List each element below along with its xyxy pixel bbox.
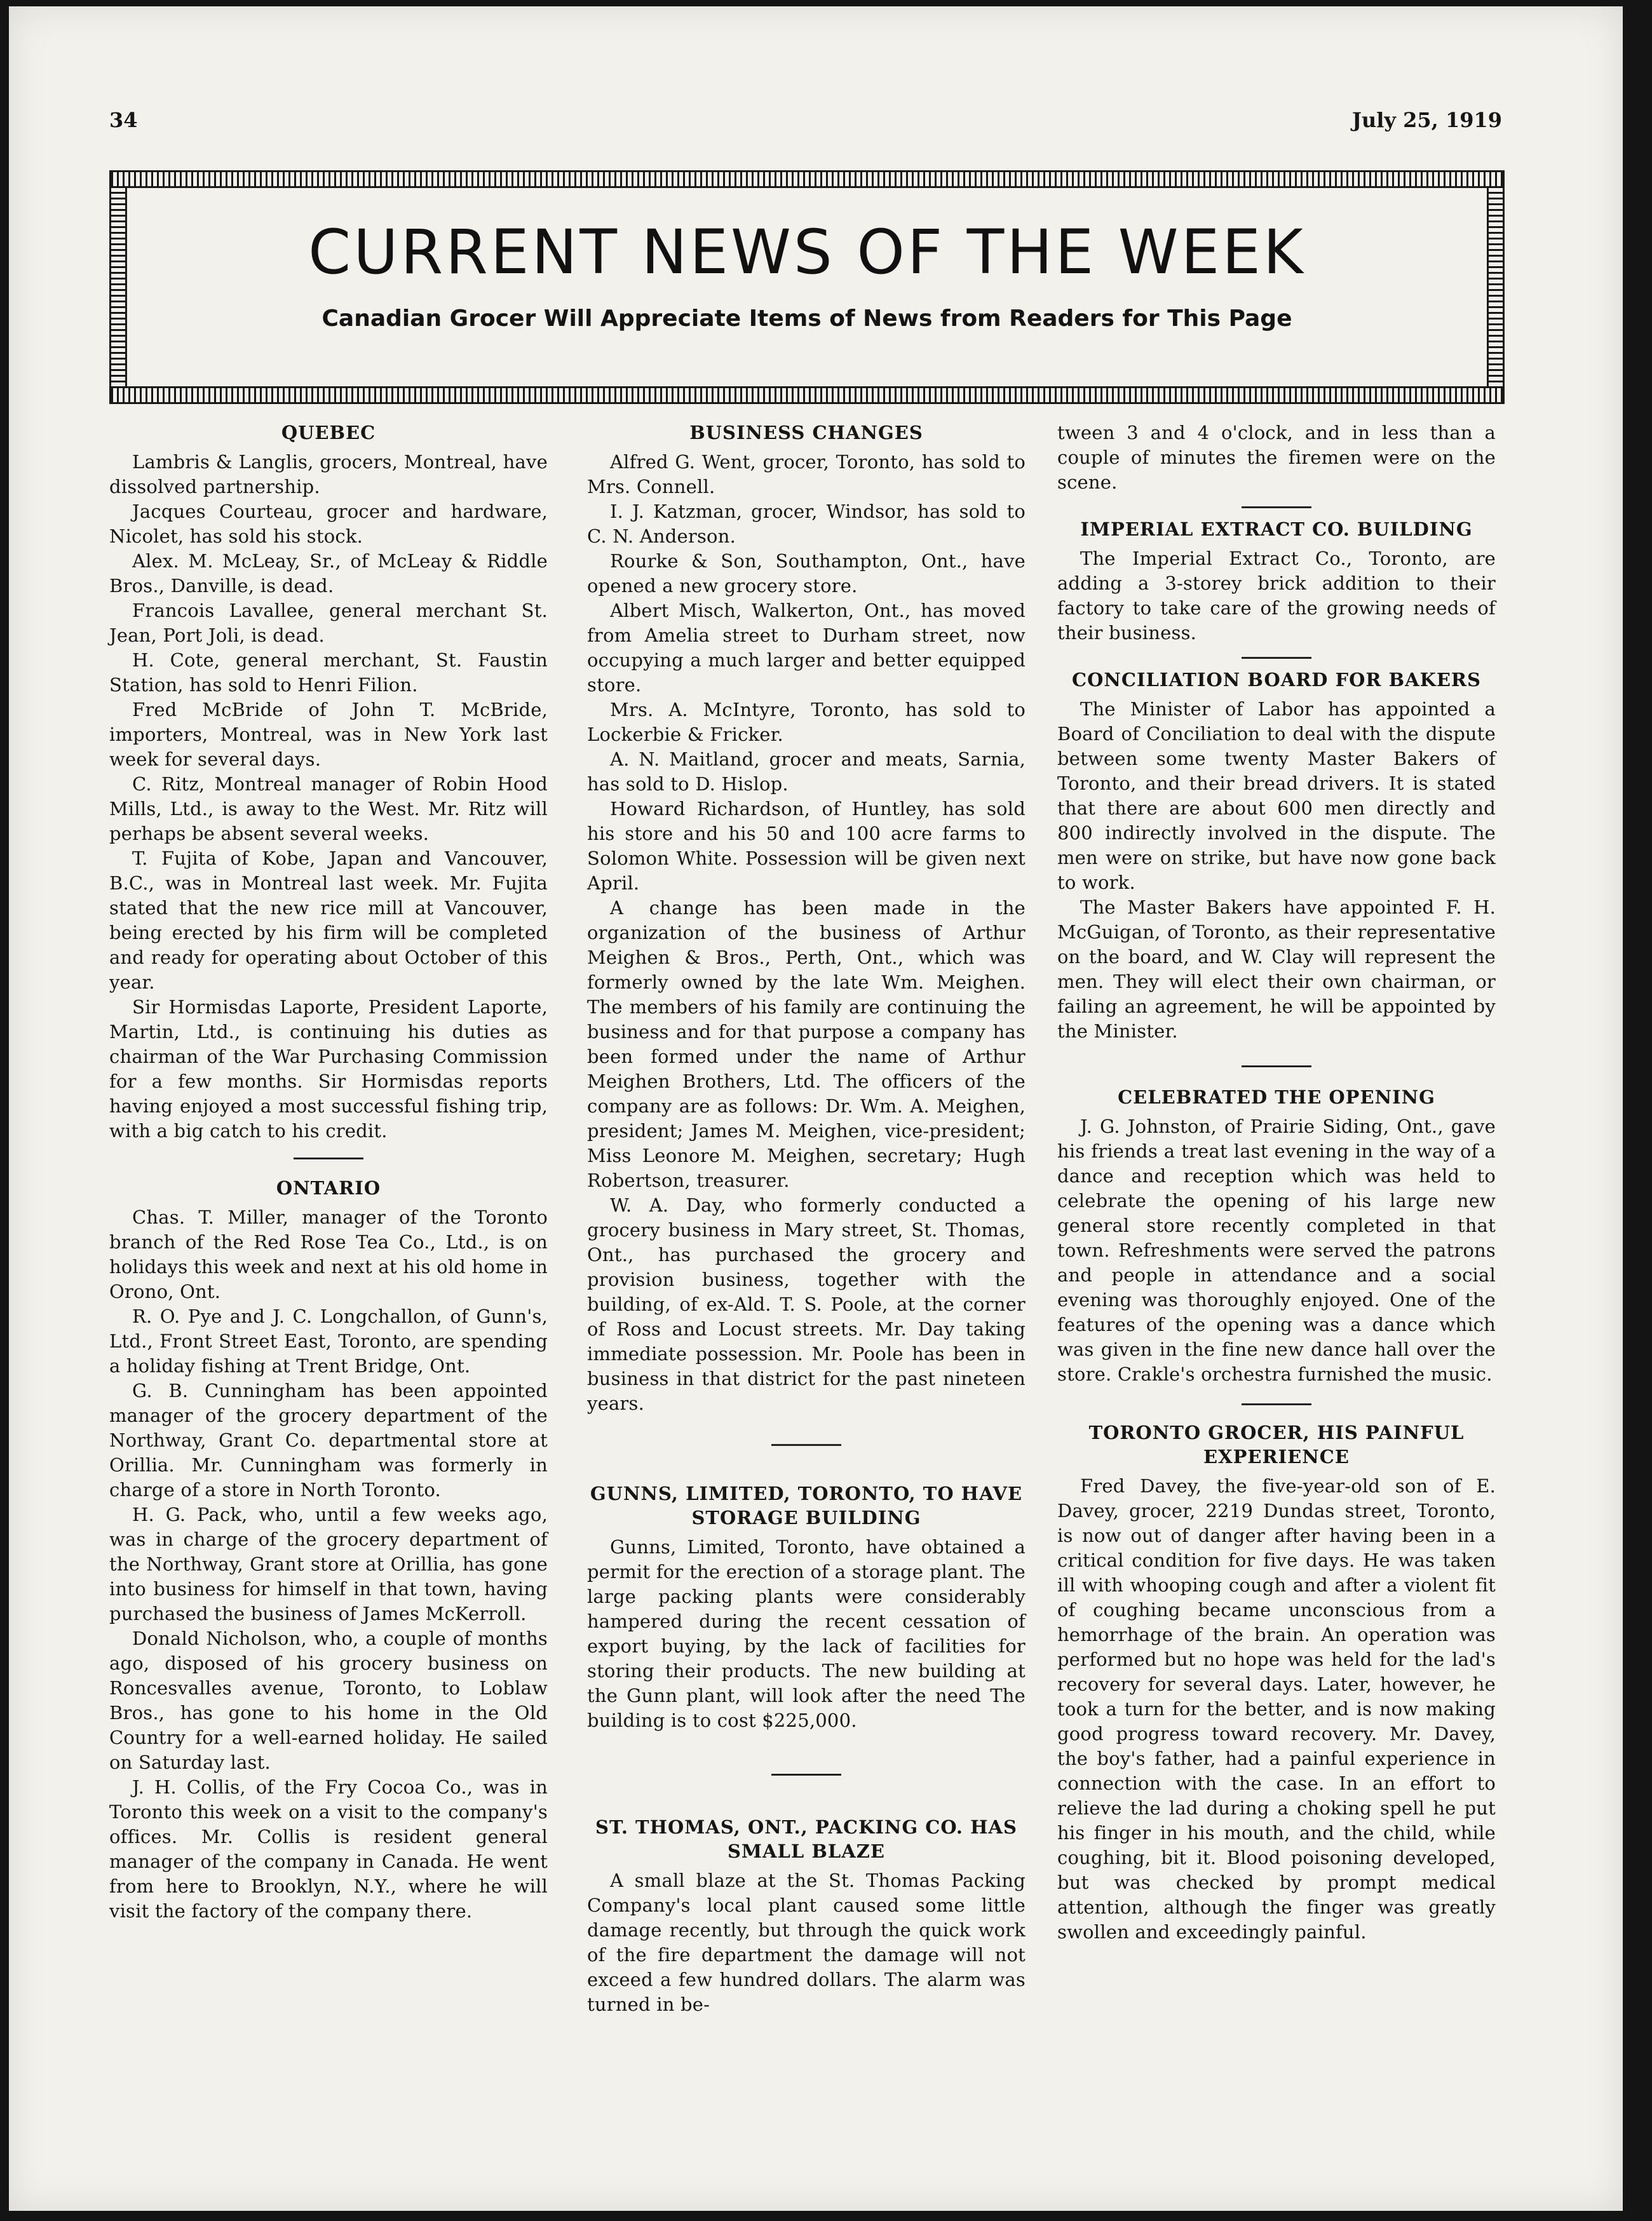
paragraph: Donald Nicholson, who, a couple of months ago, disposed of his grocery business on Roncesvalles avenue, Toronto, to Loblaw Bros., has gone to his home in the Old Country for a well-earned holiday. He sailed on Saturday last. [109, 1628, 548, 1773]
article-gunns-storage [587, 1482, 1026, 1733]
paragraph: Sir Hormisdas Laporte, President Laporte, Martin, Ltd., is continuing his duties as chairman of the War Purchasing Commission for a few months. Sir Hormisdas reports having enjoyed a most successful fishing trip, with a big catch to his credit. [109, 996, 548, 1142]
heading-business-changes: BUSINESS CHANGES [689, 422, 923, 443]
issue-date: July 25, 1919 [1351, 108, 1502, 132]
paragraph: A. N. Maitland, grocer and meats, Sarnia, has sold to D. Hislop. [587, 748, 1026, 795]
page-number: 34 [109, 108, 138, 132]
article-imperial-extract [1057, 517, 1496, 645]
paragraph: Jacques Courteau, grocer and hardware, Nicolet, has sold his stock. [109, 501, 548, 547]
heading-gunns-storage: GUNNS, LIMITED, TORONTO, TO HAVE STORAGE BUILDING [590, 1483, 1023, 1529]
paragraph: Fred McBride of John T. McBride, importers, Montreal, was in New York last week for several days. [109, 699, 548, 770]
paragraph: The Imperial Extract Co., Toronto, are adding a 3-storey brick addition to their factory to take care of the growing needs of their business. [1057, 548, 1496, 644]
article-ontario [109, 1176, 548, 1924]
heading-ontario: ONTARIO [276, 1177, 381, 1199]
heading-conciliation-board: CONCILIATION BOARD FOR BAKERS [1072, 669, 1481, 691]
column-left [109, 421, 548, 1924]
paragraph: H. G. Pack, who, until a few weeks ago, was in charge of the grocery department of the Northway, Grant store at Orillia, has gone into business for himself in that town, having purchased the business of James McKerroll. [109, 1504, 548, 1624]
heading-toronto-grocer: TORONTO GROCER, HIS PAINFUL EXPERIENCE [1088, 1422, 1465, 1468]
continued-paragraph: tween 3 and 4 o'clock, and in less than a couple of minutes the firemen were on the scene. [1057, 422, 1496, 493]
paragraph: I. J. Katzman, grocer, Windsor, has sold to C. N. Anderson. [587, 501, 1026, 547]
paragraph: T. Fujita of Kobe, Japan and Vancouver, B.C., was in Montreal last week. Mr. Fujita stated that the new rice mill at Vancouver, being erected by his firm will be completed and ready for operating about October of this year. [109, 847, 548, 993]
paragraph: Lambris & Langlis, grocers, Montreal, have dissolved partnership. [109, 451, 548, 497]
paragraph: Alfred G. Went, grocer, Toronto, has sold to Mrs. Connell. [587, 451, 1026, 497]
paragraph: A change has been made in the organization of the business of Arthur Meighen & Bros., Perth, Ont., which was formerly owned by the late Wm. Meighen. The members of his family are continuing the business and for that purpose a company has been formed under the name of Arthur Meighen Brothers, Ltd. The officers of the company are as follows: Dr. Wm. A. Meighen, president; James M. Meighen, vice-president; Miss Leonore M. Meighen, secretary; Hugh Robertson, treasurer. [587, 897, 1026, 1191]
heading-st-thomas-blaze: ST. THOMAS, ONT., PACKING CO. HAS SMALL BLAZE [595, 1816, 1017, 1862]
paragraph: W. A. Day, who formerly conducted a grocery business in Mary street, St. Thomas, Ont., has purchased the grocery and provision business, together with the building, of ex-Ald. T. S. Poole, at the corner of Ross and Locust streets. Mr. Day taking immediate possession. Mr. Poole has been in business in that district for the past nineteen years. [587, 1194, 1026, 1414]
section-divider [771, 1774, 841, 1776]
section-divider [771, 1444, 841, 1446]
article-quebec [109, 421, 548, 1144]
banner-border-bottom [111, 386, 1503, 402]
banner-title: CURRENT NEWS OF THE WEEK [308, 217, 1306, 288]
banner-subtitle: Canadian Grocer Will Appreciate Items of News from Readers for This Page [322, 306, 1292, 332]
paragraph: Howard Richardson, of Huntley, has sold his store and his 50 and 100 acre farms to Solomon White. Possession will be given next April. [587, 798, 1026, 894]
paragraph: A small blaze at the St. Thomas Packing Company's local plant caused some little damage recently, but through the quick work of the fire department the damage will not exceed a few hundred dollars. The alarm was turned in be- [587, 1870, 1026, 2015]
newspaper-page [9, 6, 1623, 2211]
heading-celebrated-opening: CELEBRATED THE OPENING [1118, 1086, 1435, 1108]
article-toronto-grocer [1057, 1421, 1496, 1945]
column-right [1057, 421, 1496, 1945]
paragraph: Francois Lavallee, general merchant St. Jean, Port Joli, is dead. [109, 600, 548, 646]
column-middle [587, 421, 1026, 2017]
article-conciliation-board [1057, 668, 1496, 1044]
paragraph: R. O. Pye and J. C. Longchallon, of Gunn's, Ltd., Front Street East, Toronto, are spending a holiday fishing at Trent Bridge, Ont. [109, 1306, 548, 1377]
section-divider [1242, 1403, 1311, 1405]
heading-quebec: QUEBEC [281, 422, 376, 443]
paragraph: C. Ritz, Montreal manager of Robin Hood Mills, Ltd., is away to the West. Mr. Ritz will perhaps be absent several weeks. [109, 773, 548, 844]
paragraph: H. Cote, general merchant, St. Faustin Station, has sold to Henri Filion. [109, 649, 548, 696]
paragraph: Rourke & Son, Southampton, Ont., have opened a new grocery store. [587, 550, 1026, 597]
section-divider [1242, 657, 1311, 659]
paragraph: Mrs. A. McIntyre, Toronto, has sold to Lockerbie & Fricker. [587, 699, 1026, 745]
paragraph: The Minister of Labor has appointed a Board of Conciliation to deal with the dispute between some twenty Master Bakers of Toronto, and their bread drivers. It is stated that there are about 600 men directly and 800 indirectly involved in the dispute. The men were on strike, but have now gone back to work. [1057, 698, 1496, 893]
section-divider [1242, 1065, 1311, 1067]
section-divider [1242, 506, 1311, 508]
paragraph: Alex. M. McLeay, Sr., of McLeay & Riddle Bros., Danville, is dead. [109, 550, 548, 597]
article-business-changes [587, 421, 1026, 1416]
paragraph: The Master Bakers have appointed F. H. McGuigan, of Toronto, as their representative on the board, and W. Clay will represent the men. They will elect their own chairman, or failing an agreement, he will be appointed by the Minister. [1057, 896, 1496, 1042]
heading-imperial-extract: IMPERIAL EXTRACT CO. BUILDING [1080, 518, 1473, 540]
paragraph: J. G. Johnston, of Prairie Siding, Ont., gave his friends a treat last evening in the way of a dance and reception which was held to celebrate the opening of his large new general store recently completed in that town. Refreshments were served the patrons and people in attendance and a social evening was thoroughly enjoyed. One of the features of the opening was a dance which was given in the fine new dance hall over the store. Crakle's orchestra furnished the music. [1057, 1116, 1496, 1385]
article-st-thomas-blaze [587, 1815, 1026, 2017]
section-banner [109, 170, 1505, 404]
paragraph: Fred Davey, the five-year-old son of E. Davey, grocer, 2219 Dundas street, Toronto, is now out of danger after having been in a critical condition for five days. He was taken ill with whooping cough and after a violent fit of coughing became unconscious from a hemorrhage of the brain. An operation was performed but no hope was held for the lad's recovery for several days. Later, however, he took a turn for the better, and is now making good progress toward recovery. Mr. Davey, the boy's father, had a painful experience in connection with the case. In an effort to relieve the lad during a choking spell he put his finger in his mouth, and the child, while coughing, bit it. Blood poisoning developed, but was checked by prompt medical attention, although the finger was greatly swollen and exceedingly painful. [1057, 1475, 1496, 1943]
paragraph: Chas. T. Miller, manager of the Toronto branch of the Red Rose Tea Co., Ltd., is on holidays this week and next at his old home in Orono, Ont. [109, 1206, 548, 1302]
banner-border-top [111, 172, 1503, 188]
paragraph: J. H. Collis, of the Fry Cocoa Co., was in Toronto this week on a visit to the company's offices. Mr. Collis is resident general manager of the company in Canada. He went from here to Brooklyn, N.Y., where he will visit the factory of the company there. [109, 1776, 548, 1922]
paragraph: Gunns, Limited, Toronto, have obtained a permit for the erection of a storage plant. The large packing plants were considerably hampered during the recent cessation of export buying, by the lack of facilities for storing their products. The new building at the Gunn plant, will look after the need The building is to cost $225,000. [587, 1536, 1026, 1731]
paragraph: G. B. Cunningham has been appointed manager of the grocery department of the Northway, Grant Co. departmental store at Orillia. Mr. Cunningham was formerly in charge of a store in North Toronto. [109, 1380, 548, 1501]
article-celebrated-opening [1057, 1085, 1496, 1387]
section-divider [294, 1158, 363, 1159]
paragraph: Albert Misch, Walkerton, Ont., has moved from Amelia street to Durham street, now occupying a much larger and better equipped store. [587, 600, 1026, 696]
